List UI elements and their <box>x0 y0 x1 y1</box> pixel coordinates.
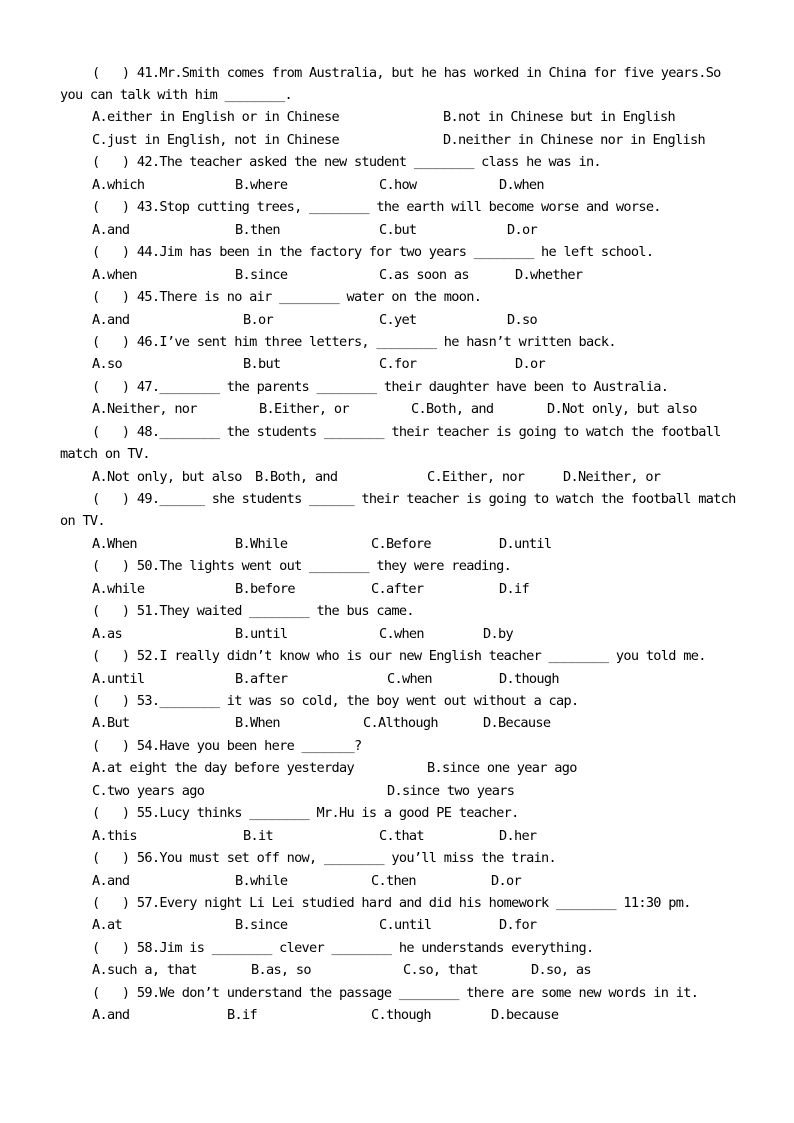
question-52-option-d: D.though <box>499 671 559 687</box>
question-46-stem: ( ) 46.I’ve sent him three letters, ________ he hasn’t written back. <box>92 334 616 350</box>
question-55-option-a: A.this <box>92 828 137 844</box>
question-41-stem-cont: you can talk with him ________. <box>60 87 293 103</box>
question-43-option-b: B.then <box>235 222 280 238</box>
question-50-option-a: A.while <box>92 581 145 597</box>
question-44-stem: ( ) 44.Jim has been in the factory for two years ________ he left school. <box>92 244 654 260</box>
question-58-option-c: C.so, that <box>403 962 478 978</box>
question-57-option-c: C.until <box>379 917 432 933</box>
question-46-option-a: A.so <box>92 356 122 372</box>
question-45-option-d: D.so <box>507 312 537 328</box>
question-45-stem: ( ) 45.There is no air ________ water on the moon. <box>92 289 482 305</box>
question-55-option-c: C.that <box>379 828 424 844</box>
question-53-option-b: B.When <box>235 715 280 731</box>
question-51-option-b: B.until <box>235 626 288 642</box>
question-45-option-c: C.yet <box>379 312 417 328</box>
question-55-option-d: D.her <box>499 828 537 844</box>
question-42-option-b: B.where <box>235 177 288 193</box>
question-56-option-c: C.then <box>371 873 416 889</box>
question-49-stem-cont: on TV. <box>60 513 105 529</box>
question-59-option-c: C.though <box>371 1007 431 1023</box>
question-52-option-c: C.when <box>387 671 432 687</box>
question-46-option-b: B.but <box>243 356 281 372</box>
question-44-option-a: A.when <box>92 267 137 283</box>
question-43-option-c: C.but <box>379 222 417 238</box>
question-50-option-b: B.before <box>235 581 295 597</box>
question-53-option-a: A.But <box>92 715 130 731</box>
question-49-option-d: D.until <box>499 536 552 552</box>
question-47-stem: ( ) 47.________ the parents ________ their daughter have been to Australia. <box>92 379 669 395</box>
question-56-option-d: D.or <box>491 873 521 889</box>
question-54-stem: ( ) 54.Have you been here _______? <box>92 738 362 754</box>
question-53-option-d: D.Because <box>483 715 551 731</box>
question-44-option-b: B.since <box>235 267 288 283</box>
question-56-stem: ( ) 56.You must set off now, ________ you’ll miss the train. <box>92 850 557 866</box>
question-52-stem: ( ) 52.I really didn’t know who is our new English teacher ________ you told me. <box>92 648 706 664</box>
question-51-option-c: C.when <box>379 626 424 642</box>
question-49-stem: ( ) 49.______ she students ______ their teacher is going to watch the football match <box>92 491 736 507</box>
question-44-option-c: C.as soon as <box>379 267 469 283</box>
question-58-option-a: A.such a, that <box>92 962 197 978</box>
question-57-option-a: A.at <box>92 917 122 933</box>
question-59-option-d: D.because <box>491 1007 559 1023</box>
question-50-option-d: D.if <box>499 581 529 597</box>
question-59-option-a: A.and <box>92 1007 130 1023</box>
question-54-option-a: A.at eight the day before yesterday <box>92 760 354 776</box>
question-58-option-b: B.as, so <box>251 962 311 978</box>
question-54-option-d: D.since two years <box>387 783 515 799</box>
question-46-option-d: D.or <box>515 356 545 372</box>
question-56-option-b: B.while <box>235 873 288 889</box>
question-48-stem-cont: match on TV. <box>60 446 150 462</box>
question-49-option-a: A.When <box>92 536 137 552</box>
question-46-option-c: C.for <box>379 356 417 372</box>
question-47-option-b: B.Either, or <box>259 401 349 417</box>
question-43-stem: ( ) 43.Stop cutting trees, ________ the earth will become worse and worse. <box>92 199 661 215</box>
question-57-stem: ( ) 57.Every night Li Lei studied hard and did his homework ________ 11:30 pm. <box>92 895 691 911</box>
question-48-stem: ( ) 48.________ the students ________ their teacher is going to watch the football <box>92 424 721 440</box>
question-44-option-d: D.whether <box>515 267 583 283</box>
question-43-option-a: A.and <box>92 222 130 238</box>
question-50-stem: ( ) 50.The lights went out ________ they were reading. <box>92 558 512 574</box>
question-48-option-a: A.Not only, but also <box>92 469 242 485</box>
question-48-option-c: C.Either, nor <box>427 469 525 485</box>
question-55-stem: ( ) 55.Lucy thinks ________ Mr.Hu is a good PE teacher. <box>92 805 519 821</box>
question-53-stem: ( ) 53.________ it was so cold, the boy went out without a cap. <box>92 693 579 709</box>
question-54-option-b: B.since one year ago <box>427 760 577 776</box>
question-58-stem: ( ) 58.Jim is ________ clever ________ he understands everything. <box>92 940 594 956</box>
question-42-option-d: D.when <box>499 177 544 193</box>
question-54-option-c: C.two years ago <box>92 783 205 799</box>
question-59-option-b: B.if <box>227 1007 257 1023</box>
question-49-option-b: B.While <box>235 536 288 552</box>
question-58-option-d: D.so, as <box>531 962 591 978</box>
question-50-option-c: C.after <box>371 581 424 597</box>
question-55-option-b: B.it <box>243 828 273 844</box>
question-57-option-b: B.since <box>235 917 288 933</box>
question-41-option-b: B.not in Chinese but in English <box>443 109 676 125</box>
question-51-option-d: D.by <box>483 626 513 642</box>
question-48-option-d: D.Neither, or <box>563 469 661 485</box>
question-41-option-d: D.neither in Chinese nor in English <box>443 132 705 148</box>
question-47-option-a: A.Neither, nor <box>92 401 197 417</box>
question-53-option-c: C.Although <box>363 715 438 731</box>
question-42-stem: ( ) 42.The teacher asked the new student ________ class he was in. <box>92 154 601 170</box>
question-51-option-a: A.as <box>92 626 122 642</box>
question-47-option-c: C.Both, and <box>411 401 494 417</box>
question-57-option-d: D.for <box>499 917 537 933</box>
question-49-option-c: C.Before <box>371 536 431 552</box>
question-51-stem: ( ) 51.They waited ________ the bus came. <box>92 603 414 619</box>
question-52-option-b: B.after <box>235 671 288 687</box>
question-41-stem: ( ) 41.Mr.Smith comes from Australia, but he has worked in China for five years.So <box>92 65 721 81</box>
question-52-option-a: A.until <box>92 671 145 687</box>
question-45-option-b: B.or <box>243 312 273 328</box>
question-42-option-c: C.how <box>379 177 417 193</box>
question-41-option-c: C.just in English, not in Chinese <box>92 132 339 148</box>
question-47-option-d: D.Not only, but also <box>547 401 697 417</box>
question-41-option-a: A.either in English or in Chinese <box>92 109 339 125</box>
question-42-option-a: A.which <box>92 177 145 193</box>
question-43-option-d: D.or <box>507 222 537 238</box>
question-48-option-b: B.Both, and <box>255 469 338 485</box>
question-45-option-a: A.and <box>92 312 130 328</box>
question-59-stem: ( ) 59.We don’t understand the passage ________ there are some new words in it. <box>92 985 699 1001</box>
question-56-option-a: A.and <box>92 873 130 889</box>
